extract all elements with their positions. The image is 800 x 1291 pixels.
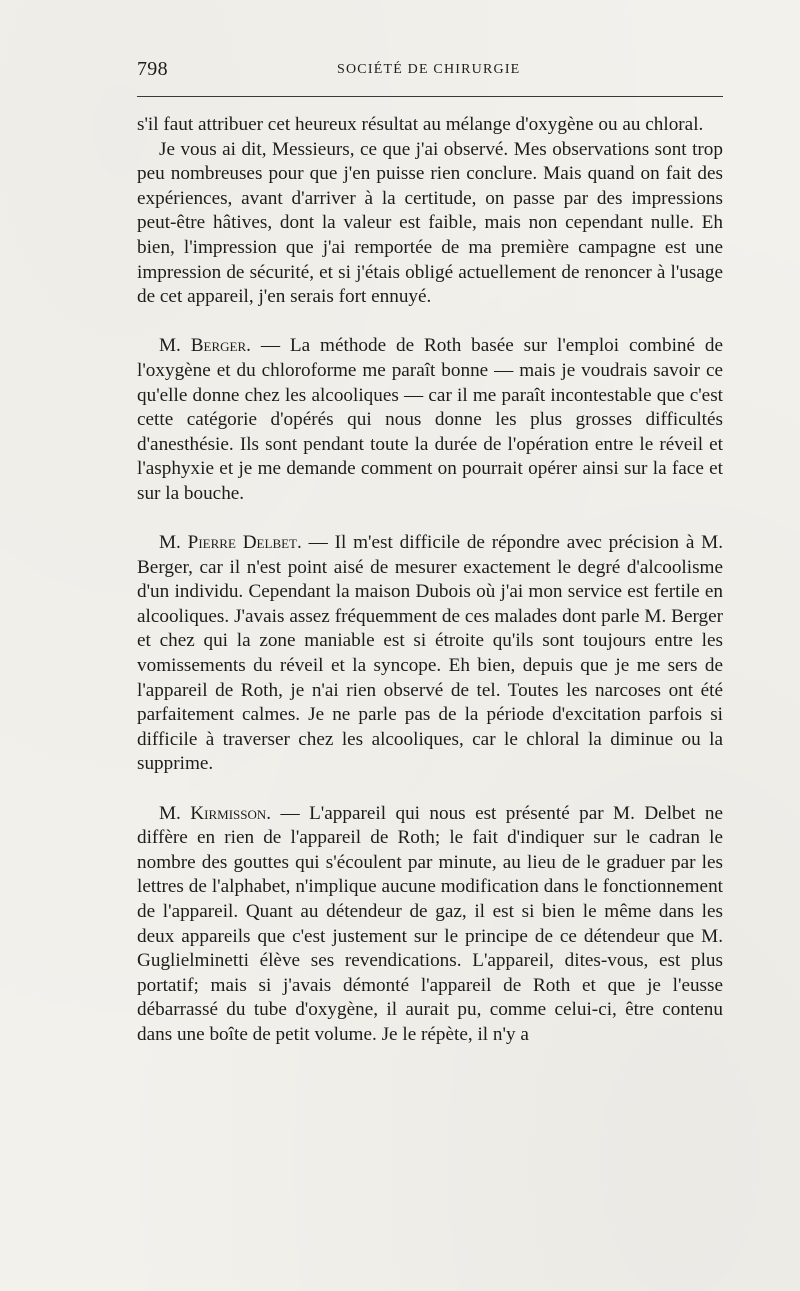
speaker-prefix: M. bbox=[159, 532, 181, 554]
running-head bbox=[137, 58, 723, 84]
speaker-name: Berger. bbox=[190, 335, 251, 357]
running-title: SOCIÉTÉ DE CHIRURGIE bbox=[337, 62, 521, 77]
paragraph-text: — L'appareil qui nous est présenté par M. Delbet ne diffère en rien de l'appareil de Roth; le fait d'indiquer sur le cadran le nombre des gouttes qui s'écoulent par minute, au lieu de le graduer par les lettres de l'alphabet, n'implique aucune modification dans le fonctionnement de l'appareil. Quant au détendeur de gaz, il est si bien le même dans les deux appareils que c'est justement sur le principe de ce détendeur que M. Guglielminetti élève ses revendications. L'appareil, dites-vous, est plus portatif; mais si j'avais démonté l'appareil de Roth et que je l'eusse débarrassé du tube d'oxygène, il aurait pu, comme celui-ci, être contenu dans une boîte de petit volume. Je le répète, il n'y a bbox=[137, 802, 724, 1045]
speaker-name: Pierre Delbet. bbox=[187, 532, 302, 554]
paragraph-delbet bbox=[137, 531, 723, 777]
page-number: 798 bbox=[137, 58, 168, 80]
speaker-name: Kirmisson. bbox=[190, 802, 272, 824]
paragraph-continuation bbox=[137, 113, 723, 138]
speaker-prefix: M. bbox=[159, 335, 181, 357]
paragraph-text: s'il faut attribuer cet heureux résultat au mélange d'oxygène ou au chloral. bbox=[137, 114, 704, 135]
paragraph-text: — La méthode de Roth basée sur l'emploi combiné de l'oxygène et du chloroforme me paraît bonne — mais je voudrais savoir ce qu'elle donne chez les alcooliques — car il me paraît incontestable que c'est cette catégorie d'opérés qui nous donne les plus grosses difficultés d'anesthésie. Ils sont pendant toute la durée de l'opération entre le réveil et l'asphyxie et je me demande comment on pourrait opérer ainsi sur la face et sur la bouche. bbox=[137, 335, 724, 504]
paragraph-text: Je vous ai dit, Messieurs, ce que j'ai observé. Mes observations sont trop peu nombreuses pour que j'en puisse rien conclure. Mais quand on fait des expériences, avant d'arriver à la certitude, on passe par des impressions peut-être hâtives, dont la valeur est faible, mais non cependant nulle. Eh bien, l'impression que j'ai remportée de ma première campagne est une impression de sécurité, et si j'étais obligé actuellement de renoncer à l'usage de cet appareil, j'en serais fort ennuyé. bbox=[137, 138, 723, 308]
paragraph-kirmisson bbox=[137, 802, 723, 1048]
speaker-prefix: M. bbox=[159, 802, 181, 824]
paragraph-berger bbox=[137, 334, 723, 506]
paragraph-observations bbox=[137, 138, 723, 310]
header-rule bbox=[137, 96, 723, 97]
page-body bbox=[137, 113, 723, 1048]
paragraph-text: — Il m'est difficile de répondre avec précision à M. Berger, car il n'est point aisé de mesurer exactement le degré d'alcoolisme d'un individu. Cependant la maison Dubois où j'ai mon service est fertile en alcooliques. J'avais assez fréquemment de ces malades dont parle M. Berger et chez qui la zone maniable est si étroite qu'ils sont toujours entre les vomissements du réveil et la syncope. Eh bien, depuis que je me sers de l'appareil de Roth, je n'ai rien observé de tel. Toutes les narcoses ont été parfaitement calmes. Je ne parle pas de la période d'excitation parfois si difficile à traverser chez les alcooliques, car le chloral la diminue ou la supprime. bbox=[137, 532, 724, 775]
